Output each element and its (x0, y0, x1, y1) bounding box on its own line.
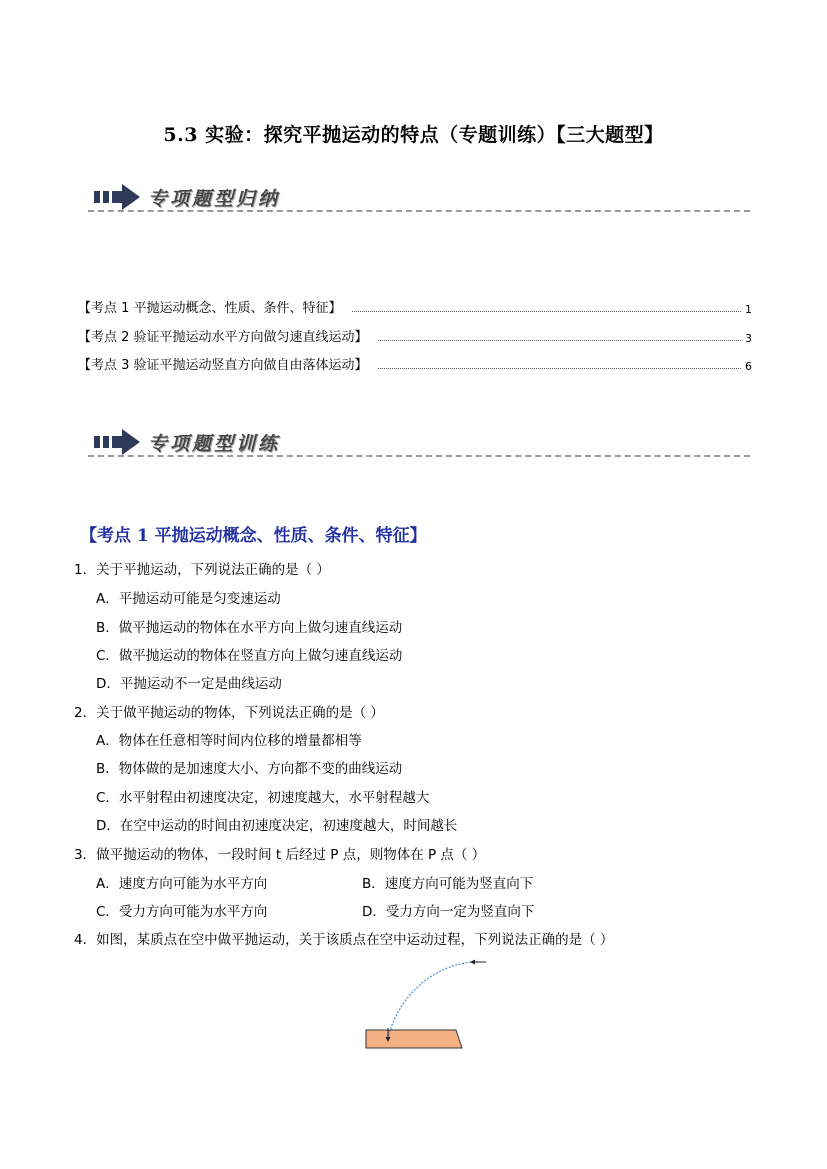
toc-entry-label: 【考点 2 验证平抛运动水平方向做匀速直线运动】 (78, 330, 368, 345)
toc-entry[interactable] (78, 355, 752, 373)
answer-option: D．平抛运动不一定是曲线运动 (96, 676, 282, 692)
answer-option: A．平抛运动可能是匀变速运动 (96, 591, 281, 607)
trajectory-curve (388, 962, 478, 1038)
projectile-figure (360, 950, 490, 1055)
question-stem: 1．关于平抛运动，下列说法正确的是（ ） (74, 562, 330, 578)
arrow-icon (94, 182, 142, 212)
toc-leader (378, 368, 741, 369)
answer-option: C．受力方向可能为水平方向 (96, 904, 268, 920)
answer-option: C．做平抛运动的物体在竖直方向上做匀速直线运动 (96, 648, 403, 664)
toc-entry[interactable] (78, 298, 752, 316)
page-title: 5.3 实验：探究平抛运动的特点（专题训练）【三大题型】 (163, 124, 664, 146)
answer-option: D．受力方向一定为竖直向下 (362, 904, 535, 920)
toc-entry-label: 【考点 1 平抛运动概念、性质、条件、特征】 (78, 301, 342, 316)
toc-entry[interactable] (78, 327, 752, 345)
banner-training-text: 专项题型训练 (148, 433, 281, 455)
answer-option: B．速度方向可能为竖直向下 (362, 876, 534, 892)
banner-summary (88, 180, 750, 220)
answer-option: B．物体做的是加速度大小、方向都不变的曲线运动 (96, 761, 403, 777)
question-stem: 2．关于做平抛运动的物体，下列说法正确的是（ ） (74, 705, 384, 721)
toc-page-number: 3 (745, 332, 752, 345)
ground-block (366, 1030, 462, 1048)
question-stem: 3．做平抛运动的物体，一段时间 t 后经过 P 点，则物体在 P 点（ ） (74, 847, 486, 863)
answer-option: B．做平抛运动的物体在水平方向上做匀速直线运动 (96, 620, 403, 636)
banner-divider (88, 455, 750, 457)
banner-training (88, 425, 750, 465)
answer-option: A．速度方向可能为水平方向 (96, 876, 268, 892)
toc-page-number: 1 (745, 303, 752, 316)
toc-leader (378, 340, 741, 341)
answer-option: C．水平射程由初速度决定，初速度越大，水平射程越大 (96, 790, 430, 806)
section-heading: 【考点 1 平抛运动概念、性质、条件、特征】 (80, 526, 427, 546)
toc-leader (352, 311, 741, 312)
toc-entry-label: 【考点 3 验证平抛运动竖直方向做自由落体运动】 (78, 358, 368, 373)
question-stem: 4．如图，某质点在空中做平抛运动，关于该质点在空中运动过程，下列说法正确的是（ ） (74, 932, 614, 948)
answer-option: D．在空中运动的时间由初速度决定，初速度越大，时间越长 (96, 818, 458, 834)
arrow-icon (94, 427, 142, 457)
banner-summary-text: 专项题型归纳 (148, 188, 281, 210)
answer-option: A．物体在任意相等时间内位移的增量都相等 (96, 733, 362, 749)
arrowhead-icon (470, 960, 475, 965)
banner-divider (88, 210, 750, 212)
toc-page-number: 6 (745, 360, 752, 373)
